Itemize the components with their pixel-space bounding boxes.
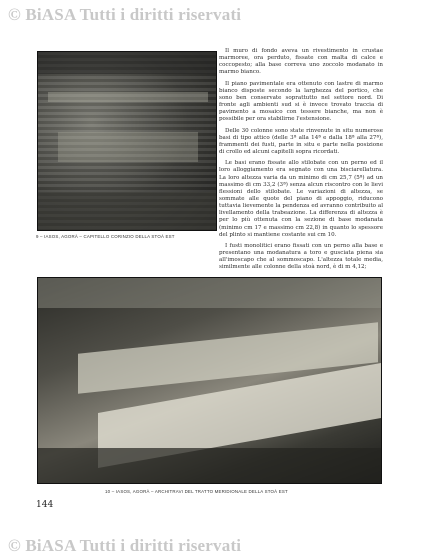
figure-9-caption: 9 – IASOS, AGORÀ – CAPITELLO CORINZIO DELLA STOÀ EST bbox=[36, 234, 175, 239]
figure-10-caption: 10 – IASOS, AGORÀ – ARCHITRAVI DEL TRATTO MERIDIONALE DELLA STOÀ EST bbox=[105, 489, 288, 494]
watermark-bottom: © BiASA Tutti i diritti riservati bbox=[8, 536, 242, 555]
watermark-top: © BiASA Tutti i diritti riservati bbox=[8, 5, 242, 24]
photo-corinthian-capital bbox=[37, 51, 217, 231]
paragraph: I fusti monolitici erano fissati con un perno alla base e presentano una modanatura a toro e gusciata piena sia all'imoscapo che al sommoscapo. L'altezza totale media, similmente alle colonne della stoà nord, è di m 4,12; bbox=[219, 242, 383, 271]
paragraph: Il muro di fondo aveva un rivestimento in crustae marmoree, ora perduto, fissate con malta di calce e coccopesto; alla base correva uno zoccolo modanato in marmo bianco. bbox=[219, 48, 383, 76]
paragraph: Il piano pavimentale era ottenuto con lastre di marmo bianco disposte secondo la larghezza del portico, che sono ben conservate soprattutto nel settore nord. Di fronte agli ambienti sud si è invece trovato traccia di pavimento a mosaico con tessere bianche, ma non è possibile per ora stabilirne l'estensione. bbox=[219, 80, 383, 123]
paragraph: Delle 30 colonne sono state rinvenute in situ numerose basi di tipo attico (delle 3ª alla 14ª e dalla 18ª alla 27ª), frammenti dei fusti, parte in situ e parte nella posizione di crollo ed alcuni capitelli sopra ricordati. bbox=[219, 127, 383, 156]
body-text bbox=[219, 48, 383, 276]
paragraph: Le basi erano fissate allo stilobate con un perno ed il loro alloggiamento era segnato con una bisciarellatura. La loro altezza varia da un minimo di cm 25,7 (5ª) ad un massimo di cm 33,2 (3ª) senza alcun riscontro con le lievi flessioni dello stilobate. Le variazioni di altezza, se sommate alle quote del piano di appoggio, riducono tuttavia lievemente la pendenza ed avranno contribuito al livellamento della trabeazione. La differenza di altezza è per lo più ottenuta con la sezione di base modanata (minimo cm 17 e massimo cm 22,8) in quanto lo spessore del plinto si mantiene costante sui cm 10. bbox=[219, 160, 383, 238]
page-number: 144 bbox=[36, 500, 54, 510]
photo-architraves bbox=[37, 277, 382, 484]
